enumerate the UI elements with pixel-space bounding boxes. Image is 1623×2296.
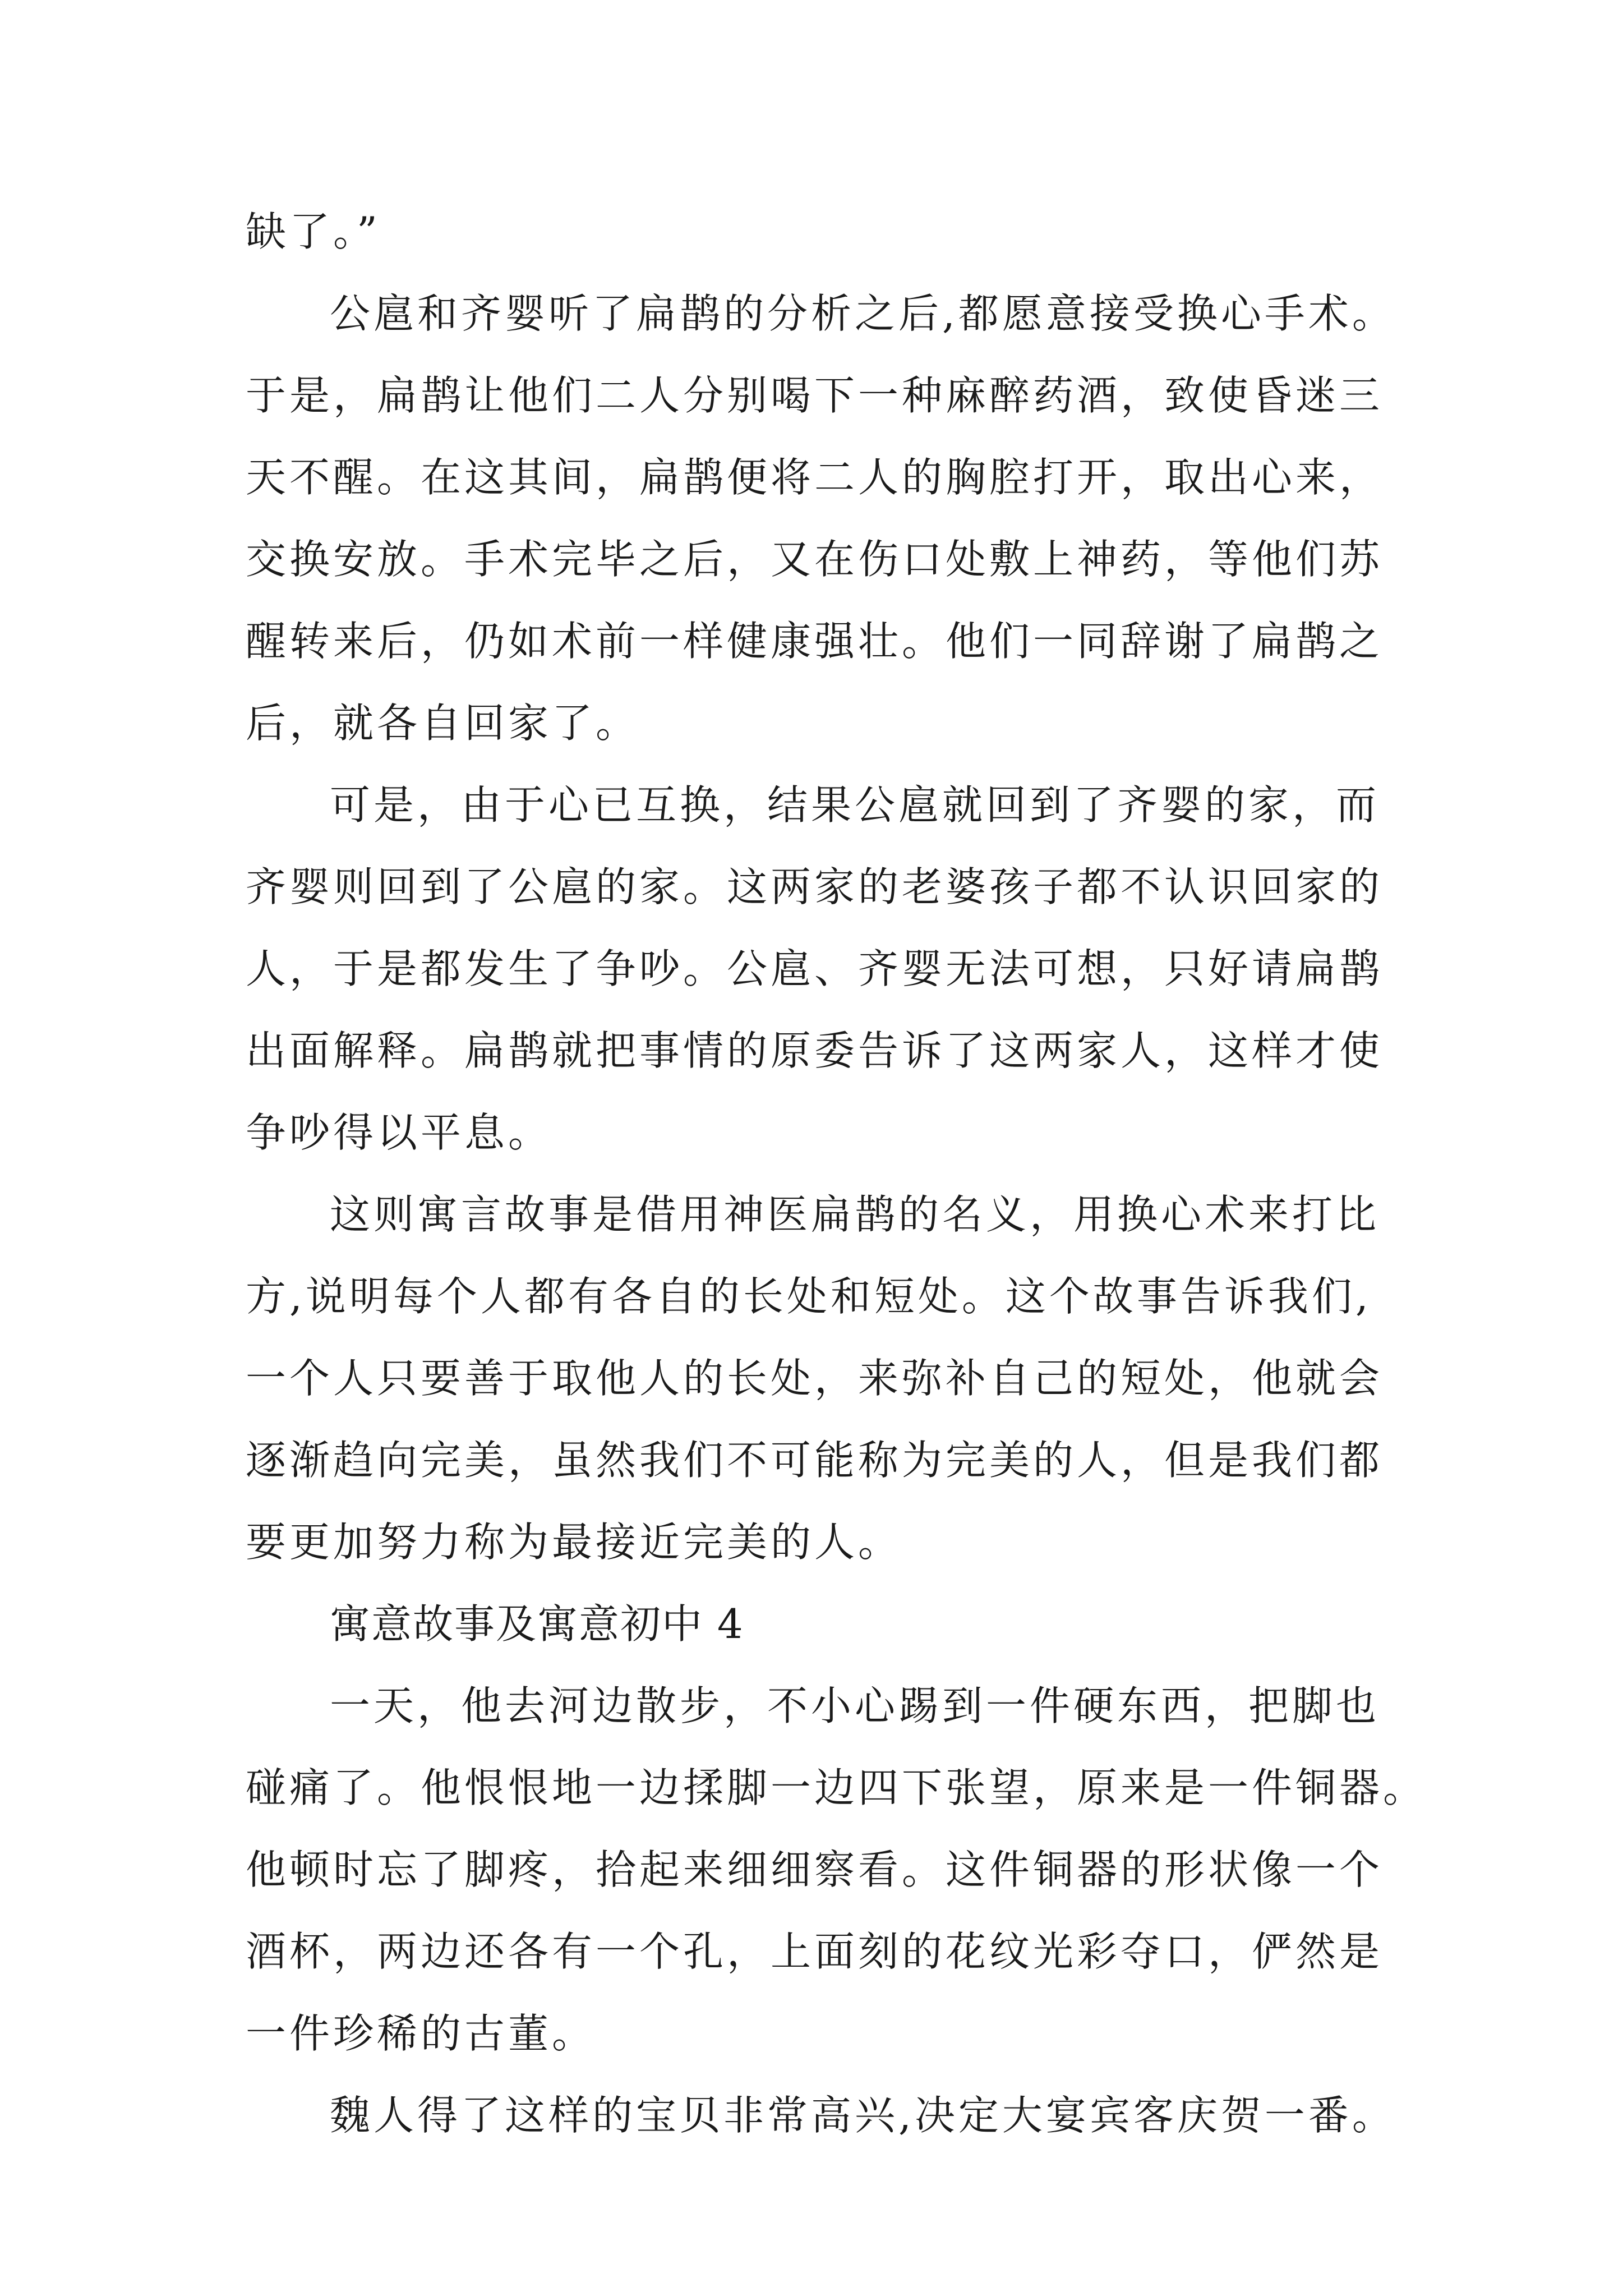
paragraph-start-line: 这则寓言故事是借用神医扁鹊的名义，用换心术来打比 <box>330 1191 1380 1238</box>
text-line: 天不醒。在这其间，扁鹊便将二人的胸腔打开，取出心来， <box>246 454 1384 501</box>
text-line: 争吵得以平息。 <box>246 1109 552 1156</box>
paragraph-start-line: 可是，由于心已互换，结果公扈就回到了齐婴的家，而 <box>330 781 1380 829</box>
text-line: 要更加努力称为最接近完美的人。 <box>246 1519 902 1566</box>
text-line: 人，于是都发生了争吵。公扈、齐婴无法可想，只好请扁鹊 <box>246 945 1384 992</box>
text-line: 于是，扁鹊让他们二人分别喝下一种麻醉药酒，致使昏迷三 <box>246 372 1384 419</box>
text-line: 方,说明每个人都有各自的长处和短处。这个故事告诉我们, <box>246 1273 1372 1320</box>
text-line: 缺了。” <box>246 208 381 255</box>
text-line: 一个人只要善于取他人的长处，来弥补自己的短处，他就会 <box>246 1355 1384 1402</box>
text-line: 他顿时忘了脚疼，拾起来细细察看。这件铜器的形状像一个 <box>246 1846 1384 1893</box>
paragraph-start-line: 公扈和齐婴听了扁鹊的分析之后,都愿意接受换心手术。 <box>330 290 1396 337</box>
text-line: 齐婴则回到了公扈的家。这两家的老婆孩子都不认识回家的 <box>246 863 1384 910</box>
text-line: 一件珍稀的古董。 <box>246 2010 596 2057</box>
text-line: 后，就各自回家了。 <box>246 700 640 747</box>
text-line: 醒转来后，仍如术前一样健康强壮。他们一同辞谢了扁鹊之 <box>246 618 1384 665</box>
text-line: 逐渐趋向完美，虽然我们不可能称为完美的人，但是我们都 <box>246 1437 1384 1484</box>
text-line: 出面解释。扁鹊就把事情的原委告诉了这两家人，这样才使 <box>246 1027 1384 1074</box>
text-line: 酒杯，两边还各有一个孔，上面刻的花纹光彩夺口，俨然是 <box>246 1928 1384 1975</box>
text-line: 碰痛了。他恨恨地一边揉脚一边四下张望，原来是一件铜器。 <box>246 1764 1427 1811</box>
document-body <box>246 191 1427 2156</box>
text-line: 交换安放。手术完毕之后，又在伤口处敷上神药，等他们苏 <box>246 536 1384 583</box>
section-heading: 寓意故事及寓意初中 4 <box>330 1600 744 1648</box>
paragraph-start-line: 一天，他去河边散步，不小心踢到一件硬东西，把脚也 <box>330 1682 1380 1729</box>
paragraph-start-line: 魏人得了这样的宝贝非常高兴,决定大宴宾客庆贺一番。 <box>330 2092 1396 2139</box>
